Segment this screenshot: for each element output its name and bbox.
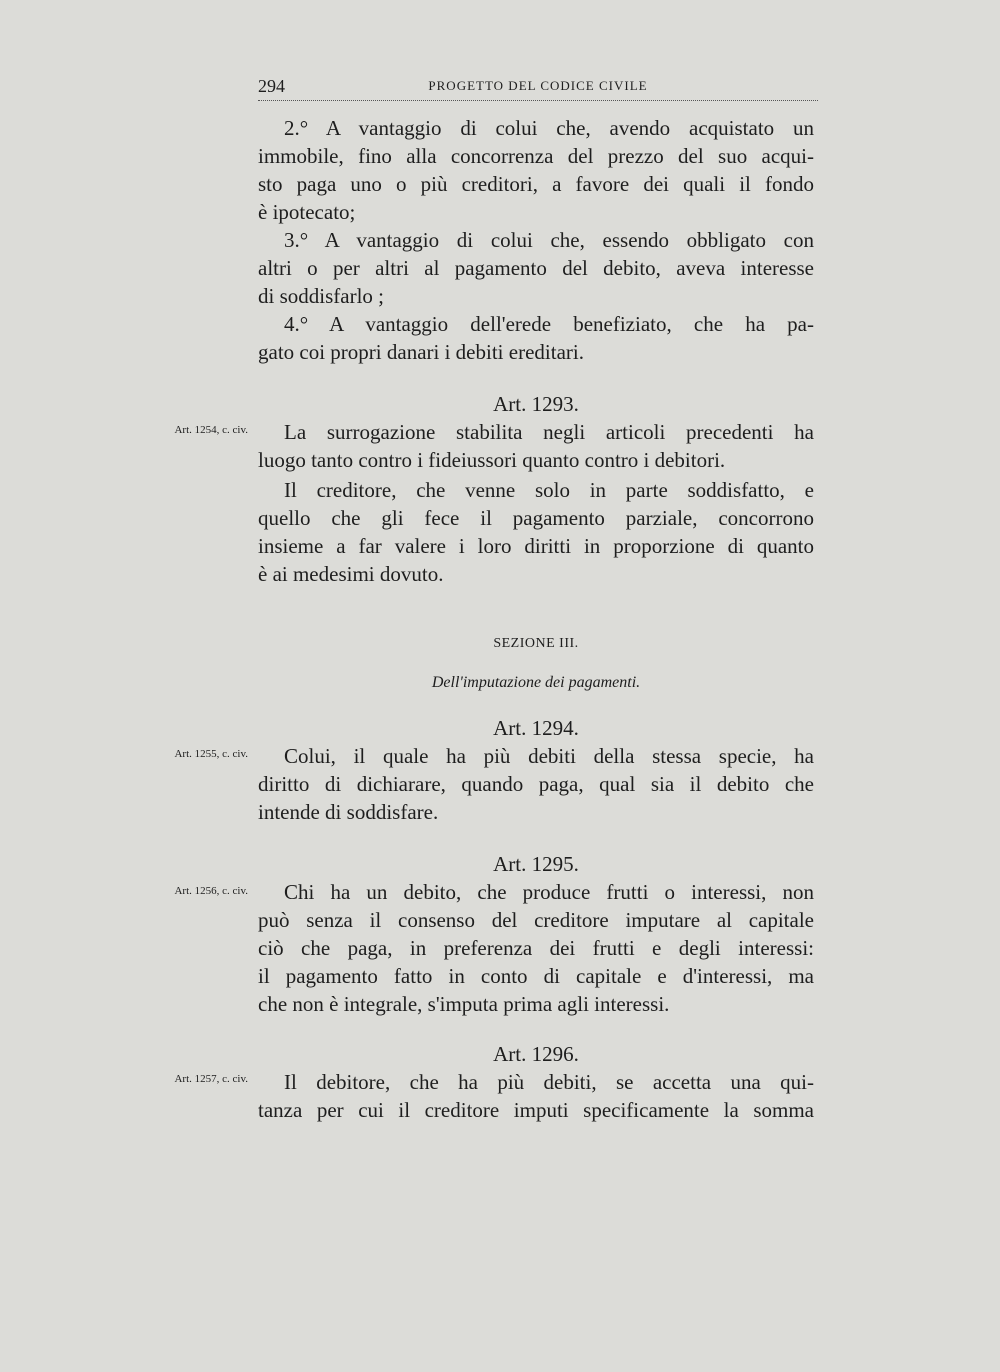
- text-line: insieme a far valere i loro diritti in proporzione di quanto: [258, 534, 814, 558]
- text-line: tanza per cui il creditore imputi specificamente la somma: [258, 1098, 814, 1122]
- margin-reference-1294: Art. 1255, c. civ.: [174, 748, 248, 760]
- article-heading-1293: Art. 1293.: [493, 392, 579, 416]
- margin-reference-1296: Art. 1257, c. civ.: [174, 1073, 248, 1085]
- article-1294-paragraph: [258, 742, 814, 826]
- running-title: PROGETTO DEL CODICE CIVILE: [428, 78, 648, 93]
- text-line: quello che gli fece il pagamento parziale, concorrono: [258, 506, 814, 530]
- text-line: che non è integrale, s'imputa prima agli interessi.: [258, 992, 670, 1016]
- section-title: Dell'imputazione dei pagamenti.: [431, 674, 641, 691]
- text-line: sto paga uno o più creditori, a favore dei quali il fondo: [258, 172, 814, 196]
- text-line: può senza il consenso del creditore imputare al capitale: [258, 908, 814, 932]
- text-line: intende di soddisfare.: [258, 800, 439, 824]
- margin-reference-1295: Art. 1256, c. civ.: [174, 885, 248, 897]
- article-heading-1295: Art. 1295.: [493, 852, 579, 876]
- text-line: di soddisfarlo ;: [258, 284, 384, 308]
- paragraph-item-3: [258, 226, 814, 310]
- article-1295-paragraph: [258, 878, 814, 1018]
- text-line: Il creditore, che venne solo in parte soddisfatto, e: [284, 478, 814, 502]
- article-1293-paragraph-2: [258, 476, 814, 588]
- text-line: è ai medesimi dovuto.: [258, 562, 444, 586]
- text-line: diritto di dichiarare, quando paga, qual sia il debito che: [258, 772, 814, 796]
- page-number: 294: [258, 76, 285, 96]
- section-label: SEZIONE III.: [493, 636, 579, 651]
- text-line: La surrogazione stabilita negli articoli precedenti ha: [284, 420, 814, 444]
- text-line: luogo tanto contro i fideiussori quanto contro i debitori.: [258, 448, 726, 472]
- text-line: ciò che paga, in preferenza dei frutti e degli interessi:: [258, 936, 814, 960]
- text-line: Chi ha un debito, che produce frutti o interessi, non: [284, 880, 814, 904]
- page-header: [258, 76, 818, 101]
- text-line: 4.° A vantaggio dell'erede benefiziato, che ha pa-: [284, 312, 814, 336]
- text-line: 2.° A vantaggio di colui che, avendo acquistato un: [284, 116, 814, 140]
- paragraph-item-2: [258, 114, 814, 226]
- text-line: Colui, il quale ha più debiti della stessa specie, ha: [284, 744, 814, 768]
- article-1293-paragraph-1: [258, 418, 814, 474]
- article-heading-1294: Art. 1294.: [493, 716, 579, 740]
- paragraph-item-4: [258, 310, 814, 366]
- text-line: altri o per altri al pagamento del debito, aveva interesse: [258, 256, 814, 280]
- article-heading-1296: Art. 1296.: [493, 1042, 579, 1066]
- text-line: è ipotecato;: [258, 200, 356, 224]
- article-1296-paragraph: [258, 1068, 814, 1124]
- text-line: immobile, fino alla concorrenza del prezzo del suo acqui-: [258, 144, 814, 168]
- margin-reference-1293: Art. 1254, c. civ.: [174, 424, 248, 436]
- text-line: 3.° A vantaggio di colui che, essendo obbligato con: [284, 228, 814, 252]
- text-line: gato coi propri danari i debiti ereditari.: [258, 340, 584, 364]
- text-line: Il debitore, che ha più debiti, se accetta una qui-: [284, 1070, 814, 1094]
- text-line: il pagamento fatto in conto di capitale e d'interessi, ma: [258, 964, 814, 988]
